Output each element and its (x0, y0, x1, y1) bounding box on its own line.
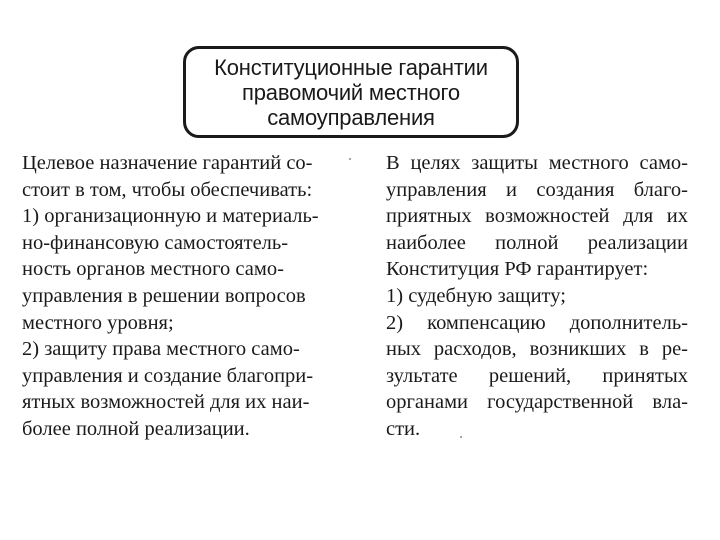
scan-speck (460, 436, 462, 438)
left-line-9: управления и создание благопри- (22, 364, 314, 387)
right-line-6: 1) судебную защиту; (386, 284, 566, 307)
left-line-7: местного уровня; (22, 311, 174, 334)
left-line-1: Целевое назначение гарантий со- (22, 152, 313, 174)
right-line-2: управления и создания благо- (386, 178, 688, 201)
right-line-5: Конституция РФ гарантирует: (386, 258, 649, 281)
right-line-4: наиболее полной реализации (386, 231, 688, 254)
left-line-3: 1) организационную и материаль- (22, 205, 319, 228)
right-line-9: зультате решений, принятых (386, 364, 688, 387)
title-line-1: Конституционные гарантии (214, 54, 488, 80)
right-line-7: 2) компенсацию дополнитель- (386, 311, 688, 334)
right-line-3: приятных возможностей для их (386, 205, 688, 228)
left-column-text (22, 150, 342, 443)
left-line-6: управления в решении вопросов (22, 284, 306, 307)
left-line-2: стоит в том, чтобы обеспечивать: (22, 178, 313, 201)
left-line-4: но-финансовую самостоятель- (22, 231, 289, 254)
right-column-text (386, 150, 688, 443)
title-line-3: самоуправления (267, 104, 435, 130)
right-line-10: органами государственной вла- (386, 391, 688, 414)
left-line-10: ятных возможностей для их наи- (22, 391, 310, 414)
title-line-2: правомочий местного (242, 79, 460, 105)
title-box (183, 46, 519, 138)
scan-speck (349, 158, 351, 160)
right-line-11: сти. (386, 417, 421, 440)
right-line-1: В целях защиты местного само- (386, 152, 688, 174)
left-line-8: 2) защиту права местного само- (22, 338, 300, 361)
left-line-5: ность органов местного само- (22, 258, 284, 281)
left-line-11: более полной реализации. (22, 417, 250, 440)
right-line-8: ных расходов, возникших в ре- (386, 338, 688, 361)
